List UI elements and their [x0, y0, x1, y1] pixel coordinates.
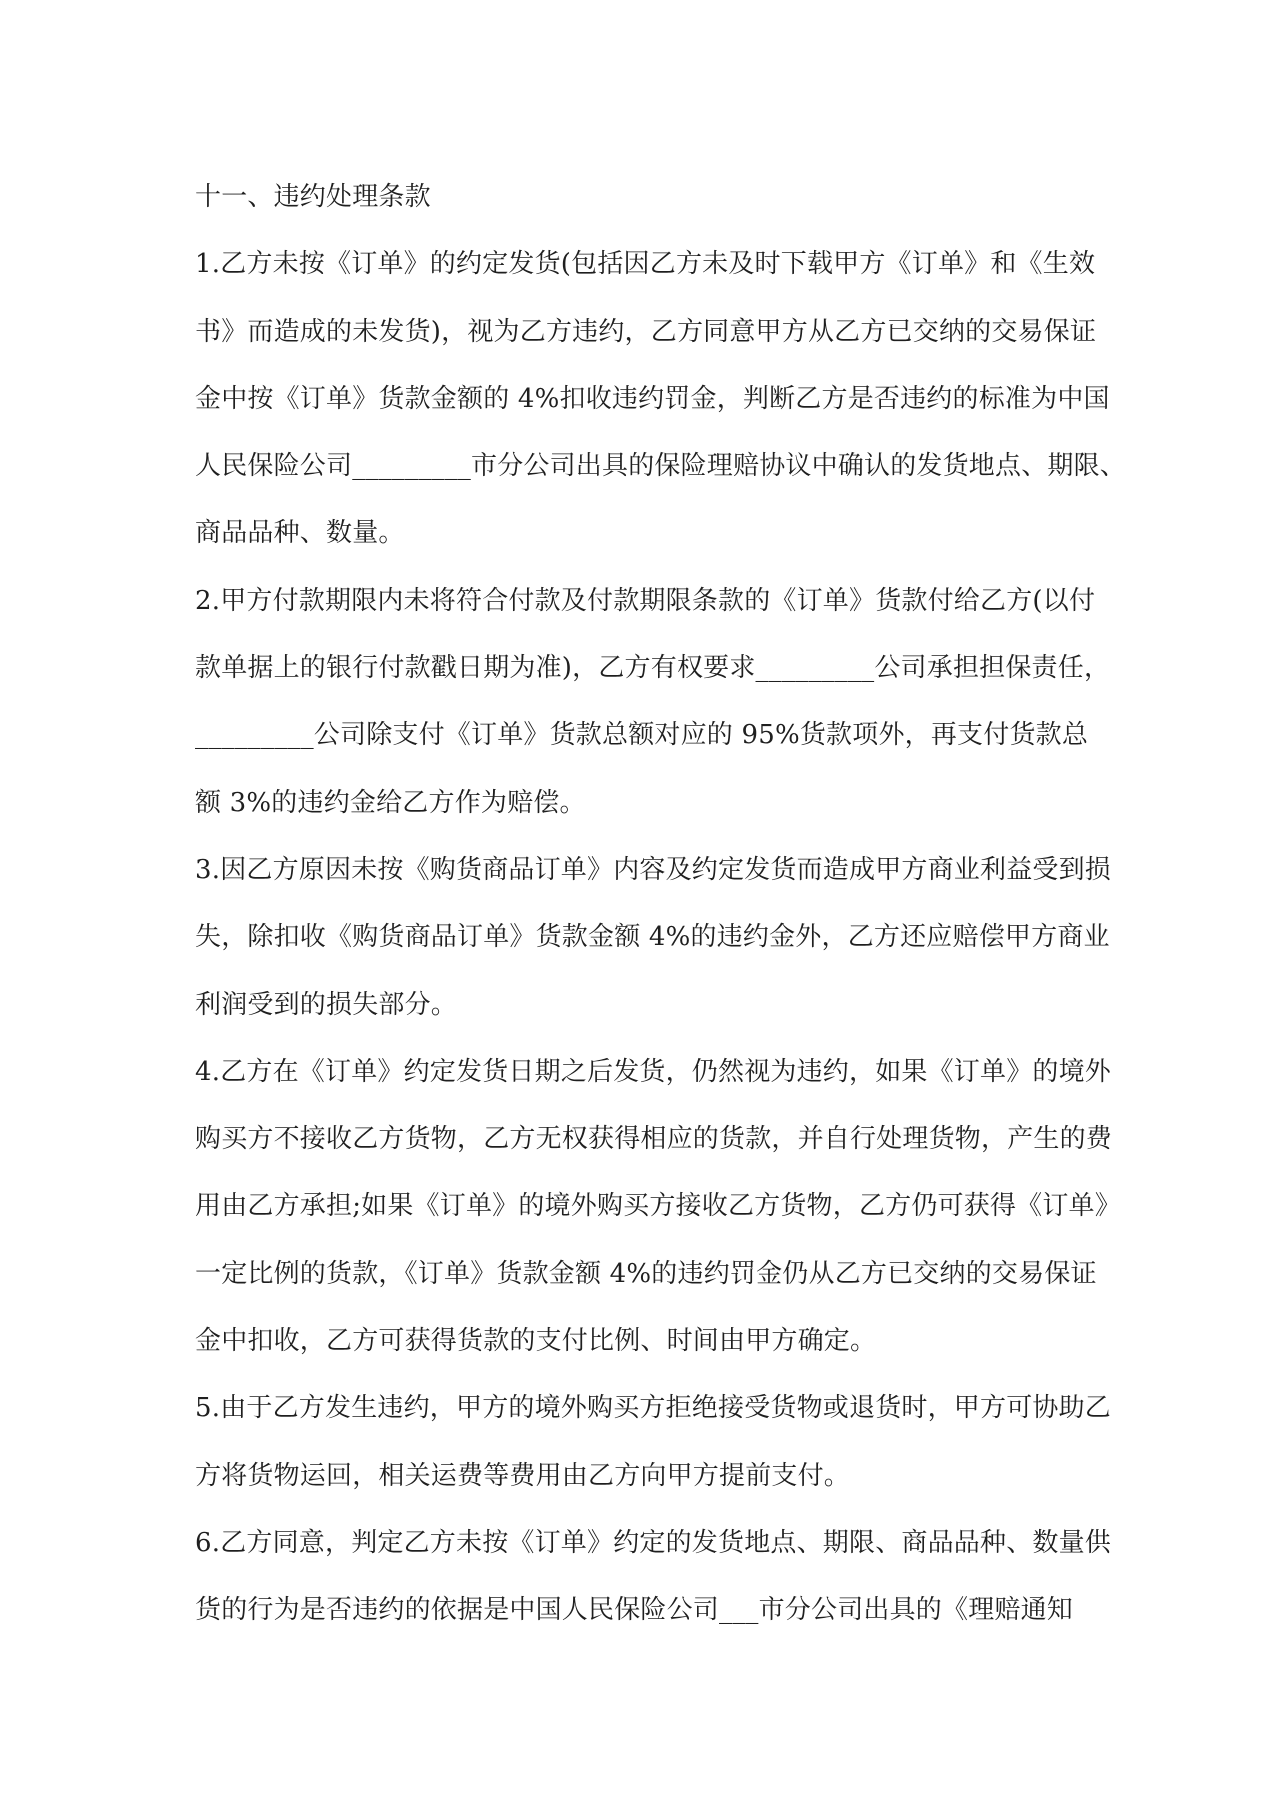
text-line: 一定比例的货款，《订单》货款金额 4%的违约罚金仍从乙方已交纳的交易保证 [195, 1258, 1097, 1289]
text-line: 3.因乙方原因未按《购货商品订单》内容及约定发货而造成甲方商业利益受到损 [195, 854, 1112, 885]
text-line: 1.乙方未按《订单》的约定发货(包括因乙方未及时下载甲方《订单》和《生效 [195, 249, 1096, 280]
text-line: 人民保险公司_________市分公司出具的保险理赔协议中确认的发货地点、期限、 [195, 451, 1127, 482]
text-line: 4.乙方在《订单》约定发货日期之后发货，仍然视为违约，如果《订单》的境外 [195, 1056, 1112, 1087]
section-heading: 十一、违约处理条款 [195, 182, 431, 212]
text-line: 款单据上的银行付款戳日期为准)，乙方有权要求_________公司承担担保责任， [195, 653, 1111, 684]
document-body [195, 164, 1127, 1645]
text-line: 书》而造成的未发货)，视为乙方违约，乙方同意甲方从乙方已交纳的交易保证 [195, 316, 1097, 347]
text-line: 方将货物运回，相关运费等费用由乙方向甲方提前支付。 [195, 1460, 851, 1491]
text-line: 失，除扣收《购货商品订单》货款金额 4%的违约金外，乙方还应赔偿甲方商业 [195, 922, 1110, 953]
text-line: 用由乙方承担;如果《订单》的境外购买方接收乙方货物，乙方仍可获得《订单》 [195, 1191, 1121, 1222]
text-line: 2.甲方付款期限内未将符合付款及付款期限条款的《订单》货款付给乙方(以付 [195, 585, 1096, 616]
text-line: 金中按《订单》货款金额的 4%扣收违约罚金，判断乙方是否违约的标准为中国 [195, 383, 1110, 414]
text-line: 金中扣收，乙方可获得货款的支付比例、时间由甲方确定。 [195, 1326, 877, 1357]
text-line: 利润受到的损失部分。 [195, 989, 458, 1020]
text-line: 5.由于乙方发生违约，甲方的境外购买方拒绝接受货物或退货时，甲方可协助乙 [195, 1393, 1112, 1424]
text-line: 购买方不接收乙方货物，乙方无权获得相应的货款，并自行处理货物，产生的费 [195, 1124, 1113, 1155]
text-line: 6.乙方同意，判定乙方未按《订单》约定的发货地点、期限、商品品种、数量供 [195, 1527, 1112, 1558]
text-line: 商品品种、数量。 [195, 518, 405, 549]
text-line: 额 3%的违约金给乙方作为赔偿。 [195, 787, 586, 818]
text-line: _________公司除支付《订单》货款总额对应的 95%货款项外，再支付货款总 [195, 720, 1089, 751]
text-line: 货的行为是否违约的依据是中国人民保险公司___市分公司出具的《理赔通知 [195, 1595, 1074, 1626]
